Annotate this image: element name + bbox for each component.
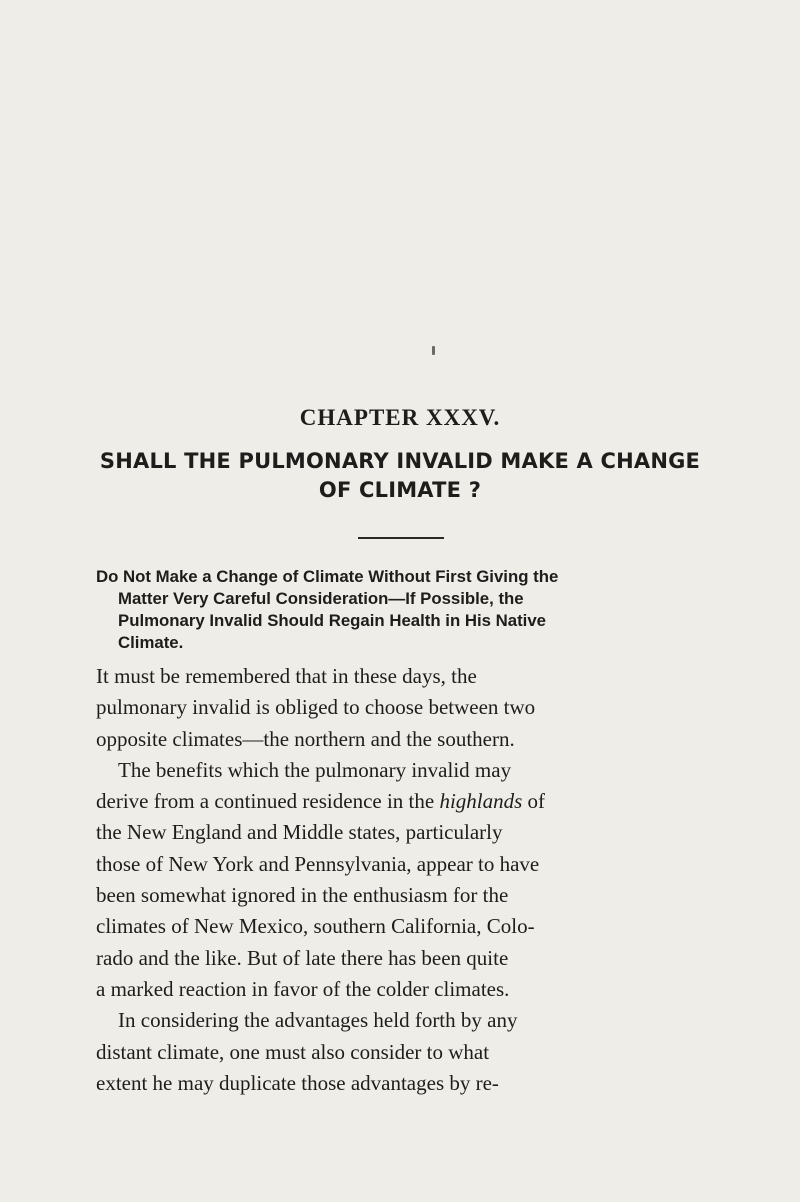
text-line: It must be remembered that in these days, the	[96, 664, 477, 688]
text-line	[96, 786, 708, 817]
text-line: the New England and Middle states, particularly	[96, 820, 503, 845]
emphasized-text: highlands	[439, 789, 523, 814]
summary-line: Pulmonary Invalid Should Regain Health in His Native	[118, 611, 547, 630]
text-line: distant climate, one must also consider to what	[96, 1039, 490, 1064]
summary-line: Do Not Make a Change of Climate Without First Giving the	[96, 567, 559, 586]
text-line: a marked reaction in favor of the colder climates.	[96, 976, 510, 1001]
text-line: climates of New Mexico, southern California, Colo-	[96, 914, 535, 939]
text-line: been somewhat ignored in the enthusiasm for the	[96, 883, 509, 908]
text-run: derive from a continued residence in the	[96, 789, 440, 814]
body-text	[96, 661, 708, 1099]
text-line: extent he may duplicate those advantages by re-	[96, 1070, 499, 1095]
text-line: In considering the advantages held forth by any	[118, 1008, 518, 1033]
text-run: of	[522, 789, 546, 814]
chapter-title	[90, 447, 710, 505]
summary-line: Climate.	[118, 633, 184, 652]
paragraph	[96, 755, 708, 1005]
paragraph	[96, 661, 708, 755]
text-line: rado and the like. But of late there has been quite	[96, 945, 509, 970]
chapter-summary	[96, 566, 704, 654]
text-line: those of New York and Pennsylvania, appear to have	[96, 851, 540, 876]
text-line: The benefits which the pulmonary invalid may	[118, 757, 512, 782]
text-line: pulmonary invalid is obliged to choose between two	[96, 695, 536, 720]
section-divider	[358, 537, 444, 539]
chapter-title-line: SHALL THE PULMONARY INVALID MAKE A CHANGE	[99, 449, 701, 473]
chapter-heading: CHAPTER XXXV.	[299, 405, 501, 430]
chapter-title-line: OF CLIMATE ?	[318, 478, 482, 502]
summary-line: Matter Very Careful Consideration—If Possible, the	[118, 589, 524, 608]
ink-speck	[432, 346, 435, 355]
text-line: opposite climates—the northern and the southern.	[96, 726, 515, 751]
paragraph	[96, 1005, 708, 1099]
